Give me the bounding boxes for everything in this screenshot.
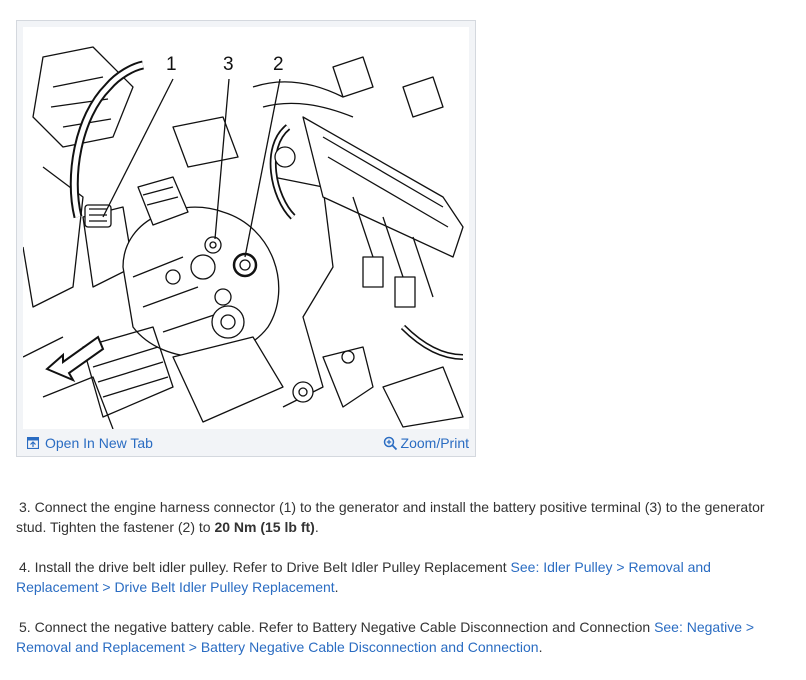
step-5 [16,617,791,657]
step-text: Connect the engine harness connector (1) to the generator and install the battery positive terminal (3) to the generator stud. Tighten the fastener (2) to [16,499,765,535]
zoom-print-label: Zoom/Print [400,435,469,451]
zoom-print-link[interactable] [383,435,469,451]
step-3 [16,497,791,537]
torque-spec: 20 Nm (15 lb ft) [214,519,315,535]
negative-cable-link[interactable]: See: Negative > Removal and Replacement > Battery Negative Cable Disconnection and Connection [16,619,755,655]
step-4 [16,557,791,597]
step-text: Install the drive belt idler pulley. Refer to Drive Belt Idler Pulley Replacement [34,559,511,575]
open-in-new-tab-label: Open In New Tab [45,435,153,451]
zoom-in-icon [383,436,398,451]
open-in-new-tab-link[interactable] [27,435,153,451]
generator-illustration [23,27,469,429]
step-text: Connect the negative battery cable. Refer to Battery Negative Cable Disconnection and Connection [34,619,655,635]
procedure-steps [16,497,791,677]
step-text-end: . [314,519,319,535]
callout-2: 2 [273,54,284,75]
step-number: 4. [19,559,31,575]
step-text-end: . [334,579,339,595]
figure-panel [16,20,476,457]
figure-toolbar [17,429,475,457]
callout-3: 3 [223,54,234,75]
step-text-end: . [538,639,543,655]
open-in-new-tab-icon [27,437,39,449]
idler-pulley-link[interactable]: See: Idler Pulley > Removal and Replacement > Drive Belt Idler Pulley Replacement [16,559,711,595]
step-number: 5. [19,619,31,635]
step-number: 3. [19,499,31,515]
callout-1: 1 [166,54,177,75]
